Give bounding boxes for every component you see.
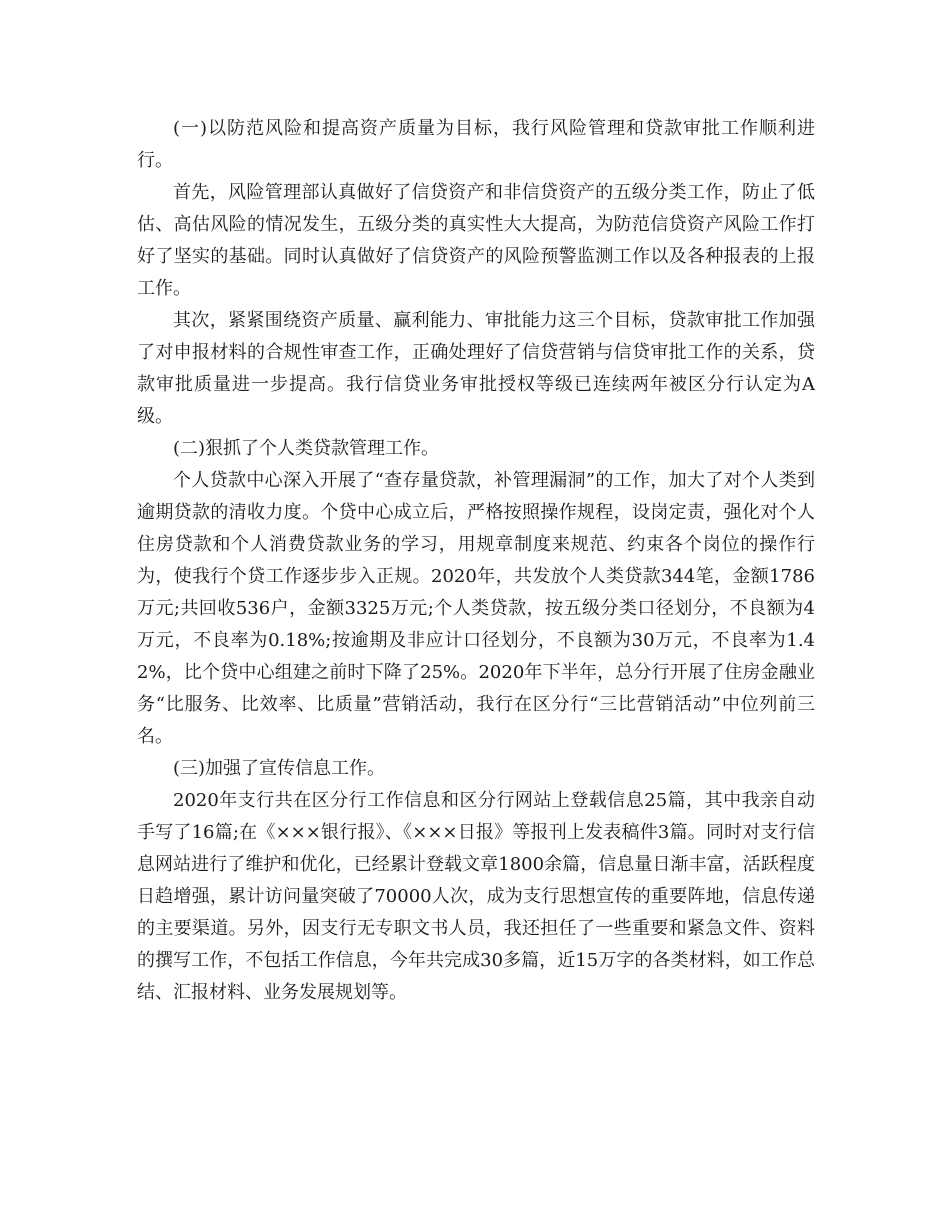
section-heading-2: (二)狠抓了个人类贷款管理工作。 [173, 438, 440, 459]
section-heading-1: (一)以防范风险和提高资产质量为目标，我行风险管理和贷款审批工作顺利进行。 [137, 118, 815, 171]
document-body [137, 113, 815, 1009]
paragraph-loan-approval: 其次，紧紧围绕资产质量、赢利能力、审批能力这三个目标，贷款审批工作加强了对申报材料的合规性审查工作，正确处理好了信贷营销与信贷审批工作的关系，贷款审批质量进一步提高。我行信贷业务审批授权等级已连续两年被区分行认定为A级。 [137, 310, 815, 427]
paragraph-risk-classification: 首先，风险管理部认真做好了信贷资产和非信贷资产的五级分类工作，防止了低估、高估风险的情况发生，五级分类的真实性大大提高，为防范信贷资产风险工作打好了坚实的基础。同时认真做好了信贷资产的风险预警监测工作以及各种报表的上报工作。 [137, 182, 815, 299]
paragraph-publicity-info: 2020年支行共在区分行工作信息和区分行网站上登载信息25篇，其中我亲自动手写了16篇;在《×××银行报》、《×××日报》等报刊上发表稿件3篇。同时对支行信息网站进行了维护和优化，已经累计登载文章1800余篇，信息量日渐丰富，活跃程度日趋增强，累计访问量突破了70000人次，成为支行思想宣传的重要阵地，信息传递的主要渠道。另外，因支行无专职文书人员，我还担任了一些重要和紧急文件、资料的撰写工作，不包括工作信息，今年共完成30多篇，近15万字的各类材料，如工作总结、汇报材料、业务发展规划等。 [137, 790, 815, 1003]
section-heading-3: (三)加强了宣传信息工作。 [173, 758, 386, 779]
paragraph-personal-loans: 个人贷款中心深入开展了“查存量贷款，补管理漏洞”的工作，加大了对个人类到逾期贷款的清收力度。个贷中心成立后，严格按照操作规程，设岗定责，强化对个人住房贷款和个人消费贷款业务的学习，用规章制度来规范、约束各个岗位的操作行为，使我行个贷工作逐步步入正规。2020年，共发放个人类贷款344笔，金额1786万元;共回收536户，金额3325万元;个人类贷款，按五级分类口径划分，不良额为4万元，不良率为0.18%;按逾期及非应计口径划分，不良额为30万元，不良率为1.42%，比个贷中心组建之前时下降了25%。2020年下半年，总分行开展了住房金融业务“比服务、比效率、比质量”营销活动，我行在区分行“三比营销活动”中位列前三名。 [137, 470, 815, 747]
